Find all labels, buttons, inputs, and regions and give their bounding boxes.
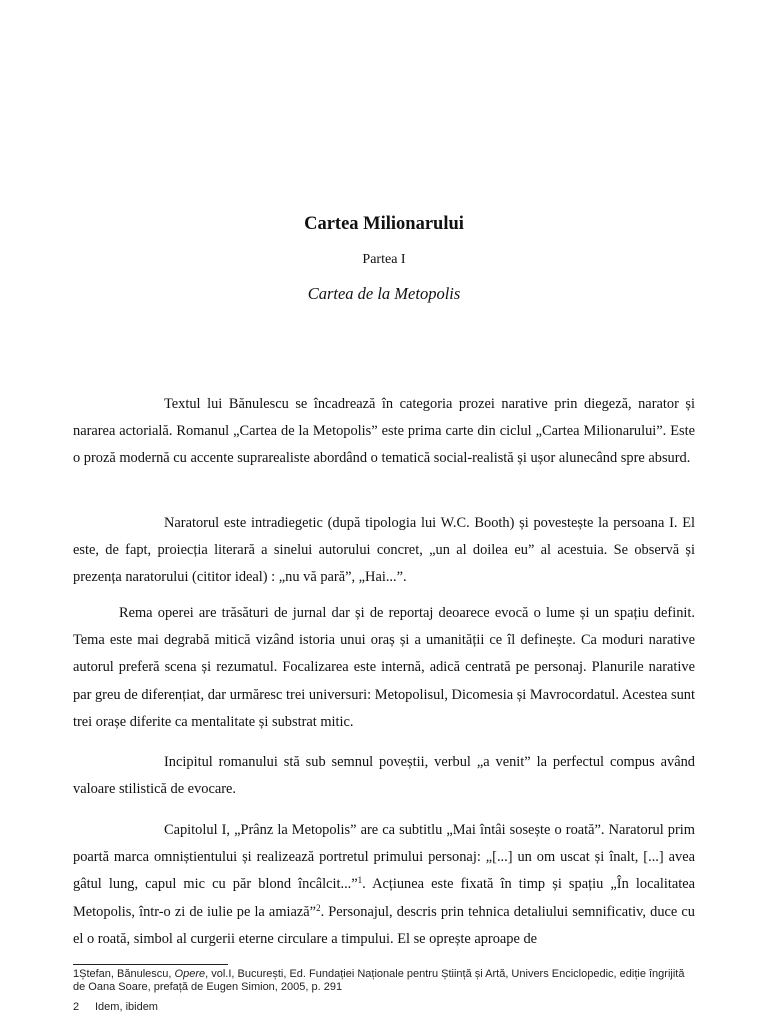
book-subtitle: Cartea de la Metopolis xyxy=(307,284,461,303)
page-title: Cartea Milionarului xyxy=(304,214,464,234)
paragraph-2: Naratorul este intradiegetic (după tipologia lui W.C. Booth) și povestește la persoana I. El este, de fapt, proiecția literară a sinelui autorului concret, „un al doilea eu” al acestuia. Se observă și prezența naratorului (cititor ideal) : „nu vă pară”, „Hai...”. xyxy=(73,515,695,586)
footnote-1-title: Opere xyxy=(174,968,206,980)
footnote-divider xyxy=(73,964,228,965)
footnote-ref-2: 2 xyxy=(316,902,321,913)
paragraph-5-part-a: Capitolul I, „Prânz la Metopolis” are ca subtitlu „Mai întâi sosește o roată”. Naratorul prim poartă marca omniștientului și realizează portretul primului personaj: „[...] un om uscat și înalt, [...] avea gâtul lung, capul mic cu păr blond încâlcit...” xyxy=(73,822,695,893)
paragraph-5 xyxy=(73,817,695,953)
footnote-1-details: , vol.I, București, Ed. Fundației Naționale pentru Știință și Artă, Univers Enciclopedic, ediție îngrijită de Oana Soare, prefață de Eugen Simion, 2005, p. 291 xyxy=(73,968,685,993)
footnote-1-author: 1Ștefan, Bănulescu, xyxy=(73,968,172,980)
footnote-2 xyxy=(73,1001,695,1014)
paragraph-3: Rema operei are trăsături de jurnal dar și de reportaj deoarece evocă o lume și un spațiu definit. Tema este mai degrabă mitică vizând istoria unui oraș și a umanității ce îl definește. Ca moduri narative autorul preferă scena și rezumatul. Focalizarea este internă, adică centrată pe personaj. Planurile narative par greu de diferențiat, dar urmăresc trei universuri: Metopolisul, Dicomesia și Mavrocordatul. Acestea sunt trei orașe diferite ca mentalitate și substrat mitic. xyxy=(73,605,695,730)
paragraph-5-part-c: . Personajul, descris prin tehnica detaliului semnificativ, duce cu el o roată, simbol al curgerii eterne circulare a timpului. El se oprește aproape de xyxy=(73,903,695,947)
footnote-2-number: 2 xyxy=(73,1001,80,1013)
footnote-ref-1: 1 xyxy=(357,875,363,886)
paragraph-1: Textul lui Bănulescu se încadrează în categoria prozei narative prin diegeză, narator și nararea actorială. Romanul „Cartea de la Metopolis” este prima carte din ciclul „Cartea Milionarului”. Este o proză modernă cu accente suprarealiste abordând o tematică social-realistă și ușor alunecând spre absurd. xyxy=(73,396,695,467)
paragraph-4: Incipitul romanului stă sub semnul poveștii, verbul „a venit” la perfectul compus având valoare stilistică de evocare. xyxy=(73,754,695,798)
footnote-2-text: Idem, ibidem xyxy=(95,1001,158,1013)
part-heading: Partea I xyxy=(362,252,406,267)
paragraph-5-part-b: . Acțiunea este fixată în timp și spațiu „În localitatea Metopolis, într-o zi de iulie pe la amiază” xyxy=(73,876,695,920)
footnote-1 xyxy=(73,968,695,994)
